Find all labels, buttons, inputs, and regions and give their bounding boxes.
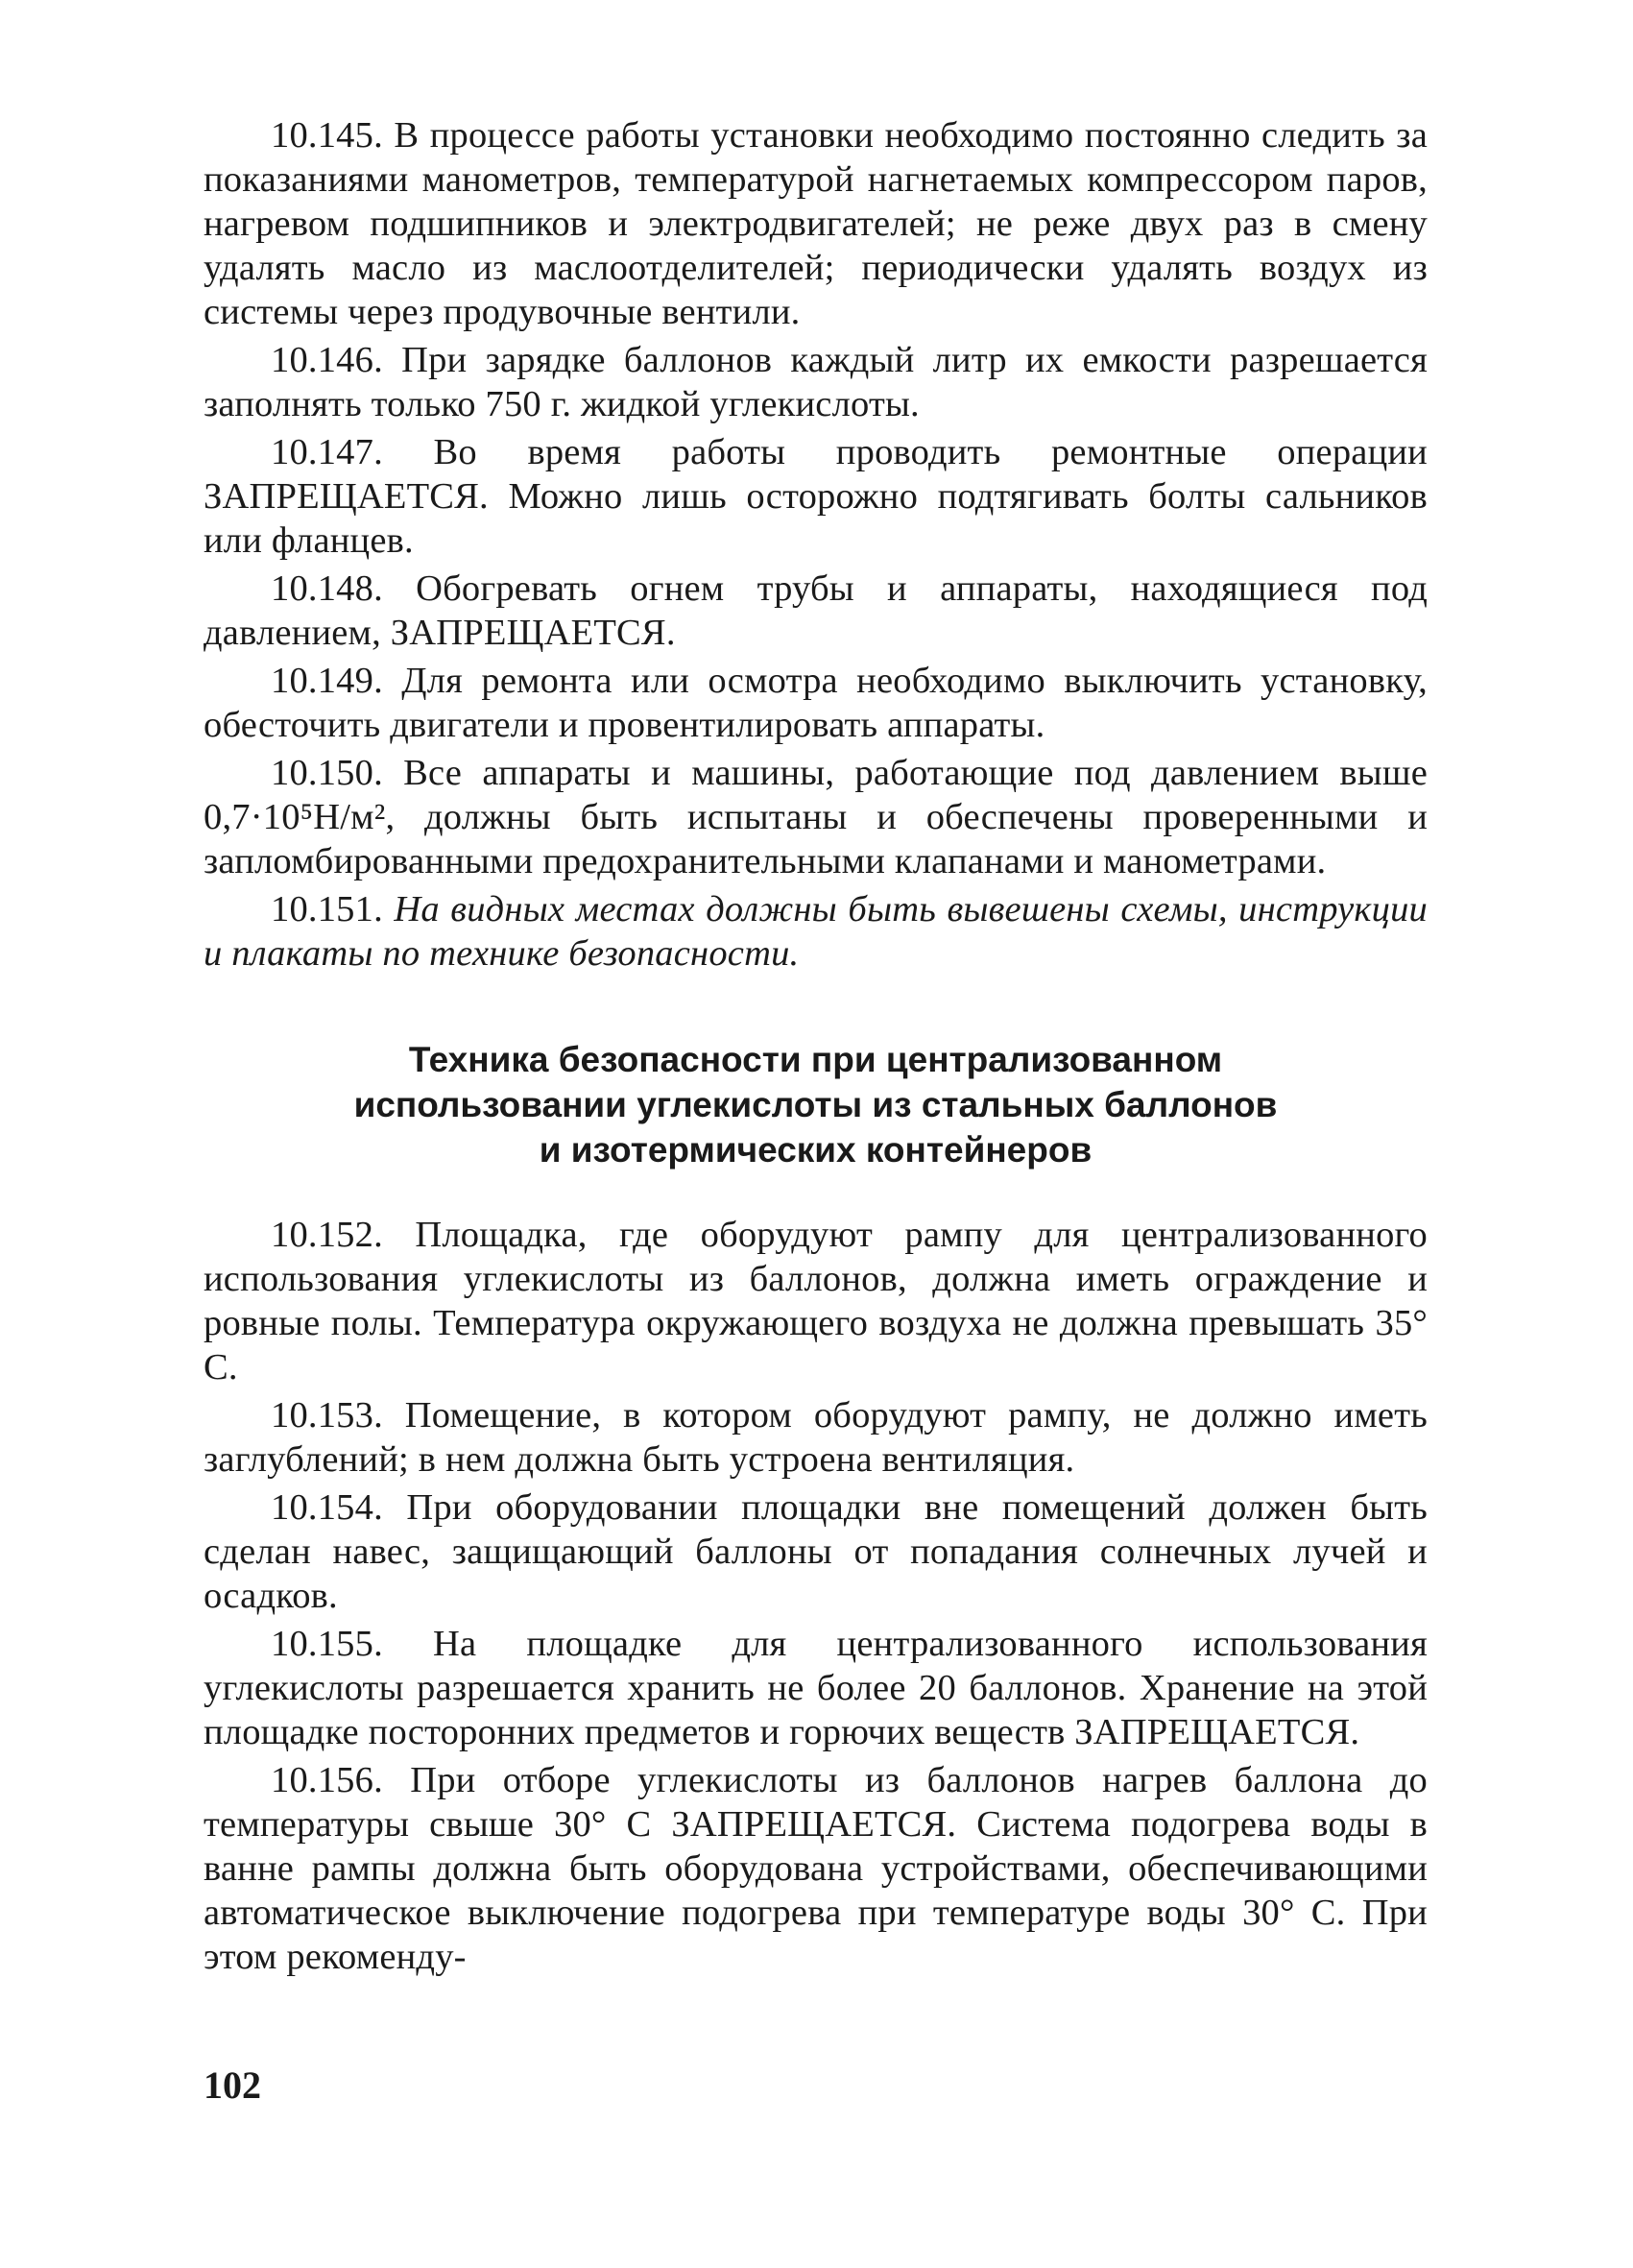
paragraph-10-150 <box>204 751 1428 883</box>
paragraph-10-146 <box>204 338 1428 426</box>
paragraph-text: Обогревать огнем трубы и аппараты, находящиеся под давлением, ЗАПРЕЩАЕТСЯ. <box>204 568 1428 653</box>
paragraph-text: В процессе работы установки необходимо постоянно следить за показаниями манометров, температурой нагнетаемых компрессором паров, нагревом подшипников и электродвигателей; не реже двух раз в смену удалять масло из маслоотделителей; периодически удалять воздух из системы через продувочные вентили. <box>204 115 1428 332</box>
paragraph-10-147 <box>204 430 1428 563</box>
paragraph-10-154 <box>204 1485 1428 1618</box>
paragraph-text: Все аппараты и машины, работающие под давлением выше 0,7·10⁵Н/м², должны быть испытаны и обеспечены проверенными и запломбированными предохранительными клапанами и манометрами. <box>204 753 1428 881</box>
paragraph-text: Помещение, в котором оборудуют рампу, не должно иметь заглублений; в нем должна быть устроена вентиляция. <box>204 1395 1428 1480</box>
paragraph-number: 10.150. <box>271 753 383 793</box>
page-number: 102 <box>204 2063 261 2107</box>
paragraph-text: Площадка, где оборудуют рампу для централизованного использования углекислоты из баллонов, должна иметь ограждение и ровные полы. Температура окружающего воздуха не должна превышать 35° С. <box>204 1215 1428 1387</box>
paragraph-10-152 <box>204 1213 1428 1389</box>
paragraph-number: 10.147. <box>271 432 383 472</box>
paragraph-text: При зарядке баллонов каждый литр их емкости разрешается заполнять только 750 г. жидкой углекислоты. <box>204 340 1428 424</box>
paragraph-10-145 <box>204 113 1428 334</box>
paragraph-10-151 <box>204 887 1428 976</box>
paragraph-number: 10.155. <box>271 1624 383 1664</box>
paragraph-text: Во время работы проводить ремонтные операции ЗАПРЕЩАЕТСЯ. Можно лишь осторожно подтягивать болты сальников или фланцев. <box>204 432 1428 561</box>
paragraph-number: 10.148. <box>271 568 383 609</box>
paragraph-number: 10.146. <box>271 340 383 380</box>
section-heading <box>204 1037 1428 1172</box>
paragraph-number: 10.151. <box>271 889 383 929</box>
paragraph-number: 10.154. <box>271 1487 383 1528</box>
paragraph-number: 10.149. <box>271 661 383 701</box>
paragraph-10-148 <box>204 567 1428 655</box>
paragraph-10-153 <box>204 1393 1428 1482</box>
paragraph-text: Для ремонта или осмотра необходимо выключить установку, обесточить двигатели и провентилировать аппараты. <box>204 661 1428 745</box>
paragraph-number: 10.153. <box>271 1395 383 1436</box>
paragraph-number: 10.156. <box>271 1760 383 1800</box>
section-heading-line-3: и изотермических контейнеров <box>539 1130 1093 1170</box>
paragraph-number: 10.152. <box>271 1215 383 1255</box>
paragraph-text: На площадке для централизованного использования углекислоты разрешается хранить не более 20 баллонов. Хранение на этой площадке посторонних предметов и горючих веществ ЗАПРЕЩАЕТСЯ. <box>204 1624 1428 1752</box>
paragraph-10-156 <box>204 1758 1428 1979</box>
paragraph-number: 10.145. <box>271 115 383 156</box>
paragraph-10-149 <box>204 659 1428 747</box>
paragraph-text: При отборе углекислоты из баллонов нагрев баллона до температуры свыше 30° С ЗАПРЕЩАЕТСЯ. Система подогрева воды в ванне рампы должна быть оборудована устройствами, обеспечивающими автоматическое выключение подогрева при температуре воды 30° С. При этом рекоменду- <box>204 1760 1428 1977</box>
paragraph-text: На видных местах должны быть вывешены схемы, инструкции и плакаты по технике безопасности. <box>204 889 1428 974</box>
document-page <box>204 113 1428 1979</box>
paragraph-10-155 <box>204 1622 1428 1754</box>
section-heading-line-2: использовании углекислоты из стальных баллонов <box>353 1085 1278 1124</box>
section-heading-line-1: Техника безопасности при централизованном <box>408 1040 1223 1079</box>
paragraph-text: При оборудовании площадки вне помещений должен быть сделан навес, защищающий баллоны от попадания солнечных лучей и осадков. <box>204 1487 1428 1616</box>
